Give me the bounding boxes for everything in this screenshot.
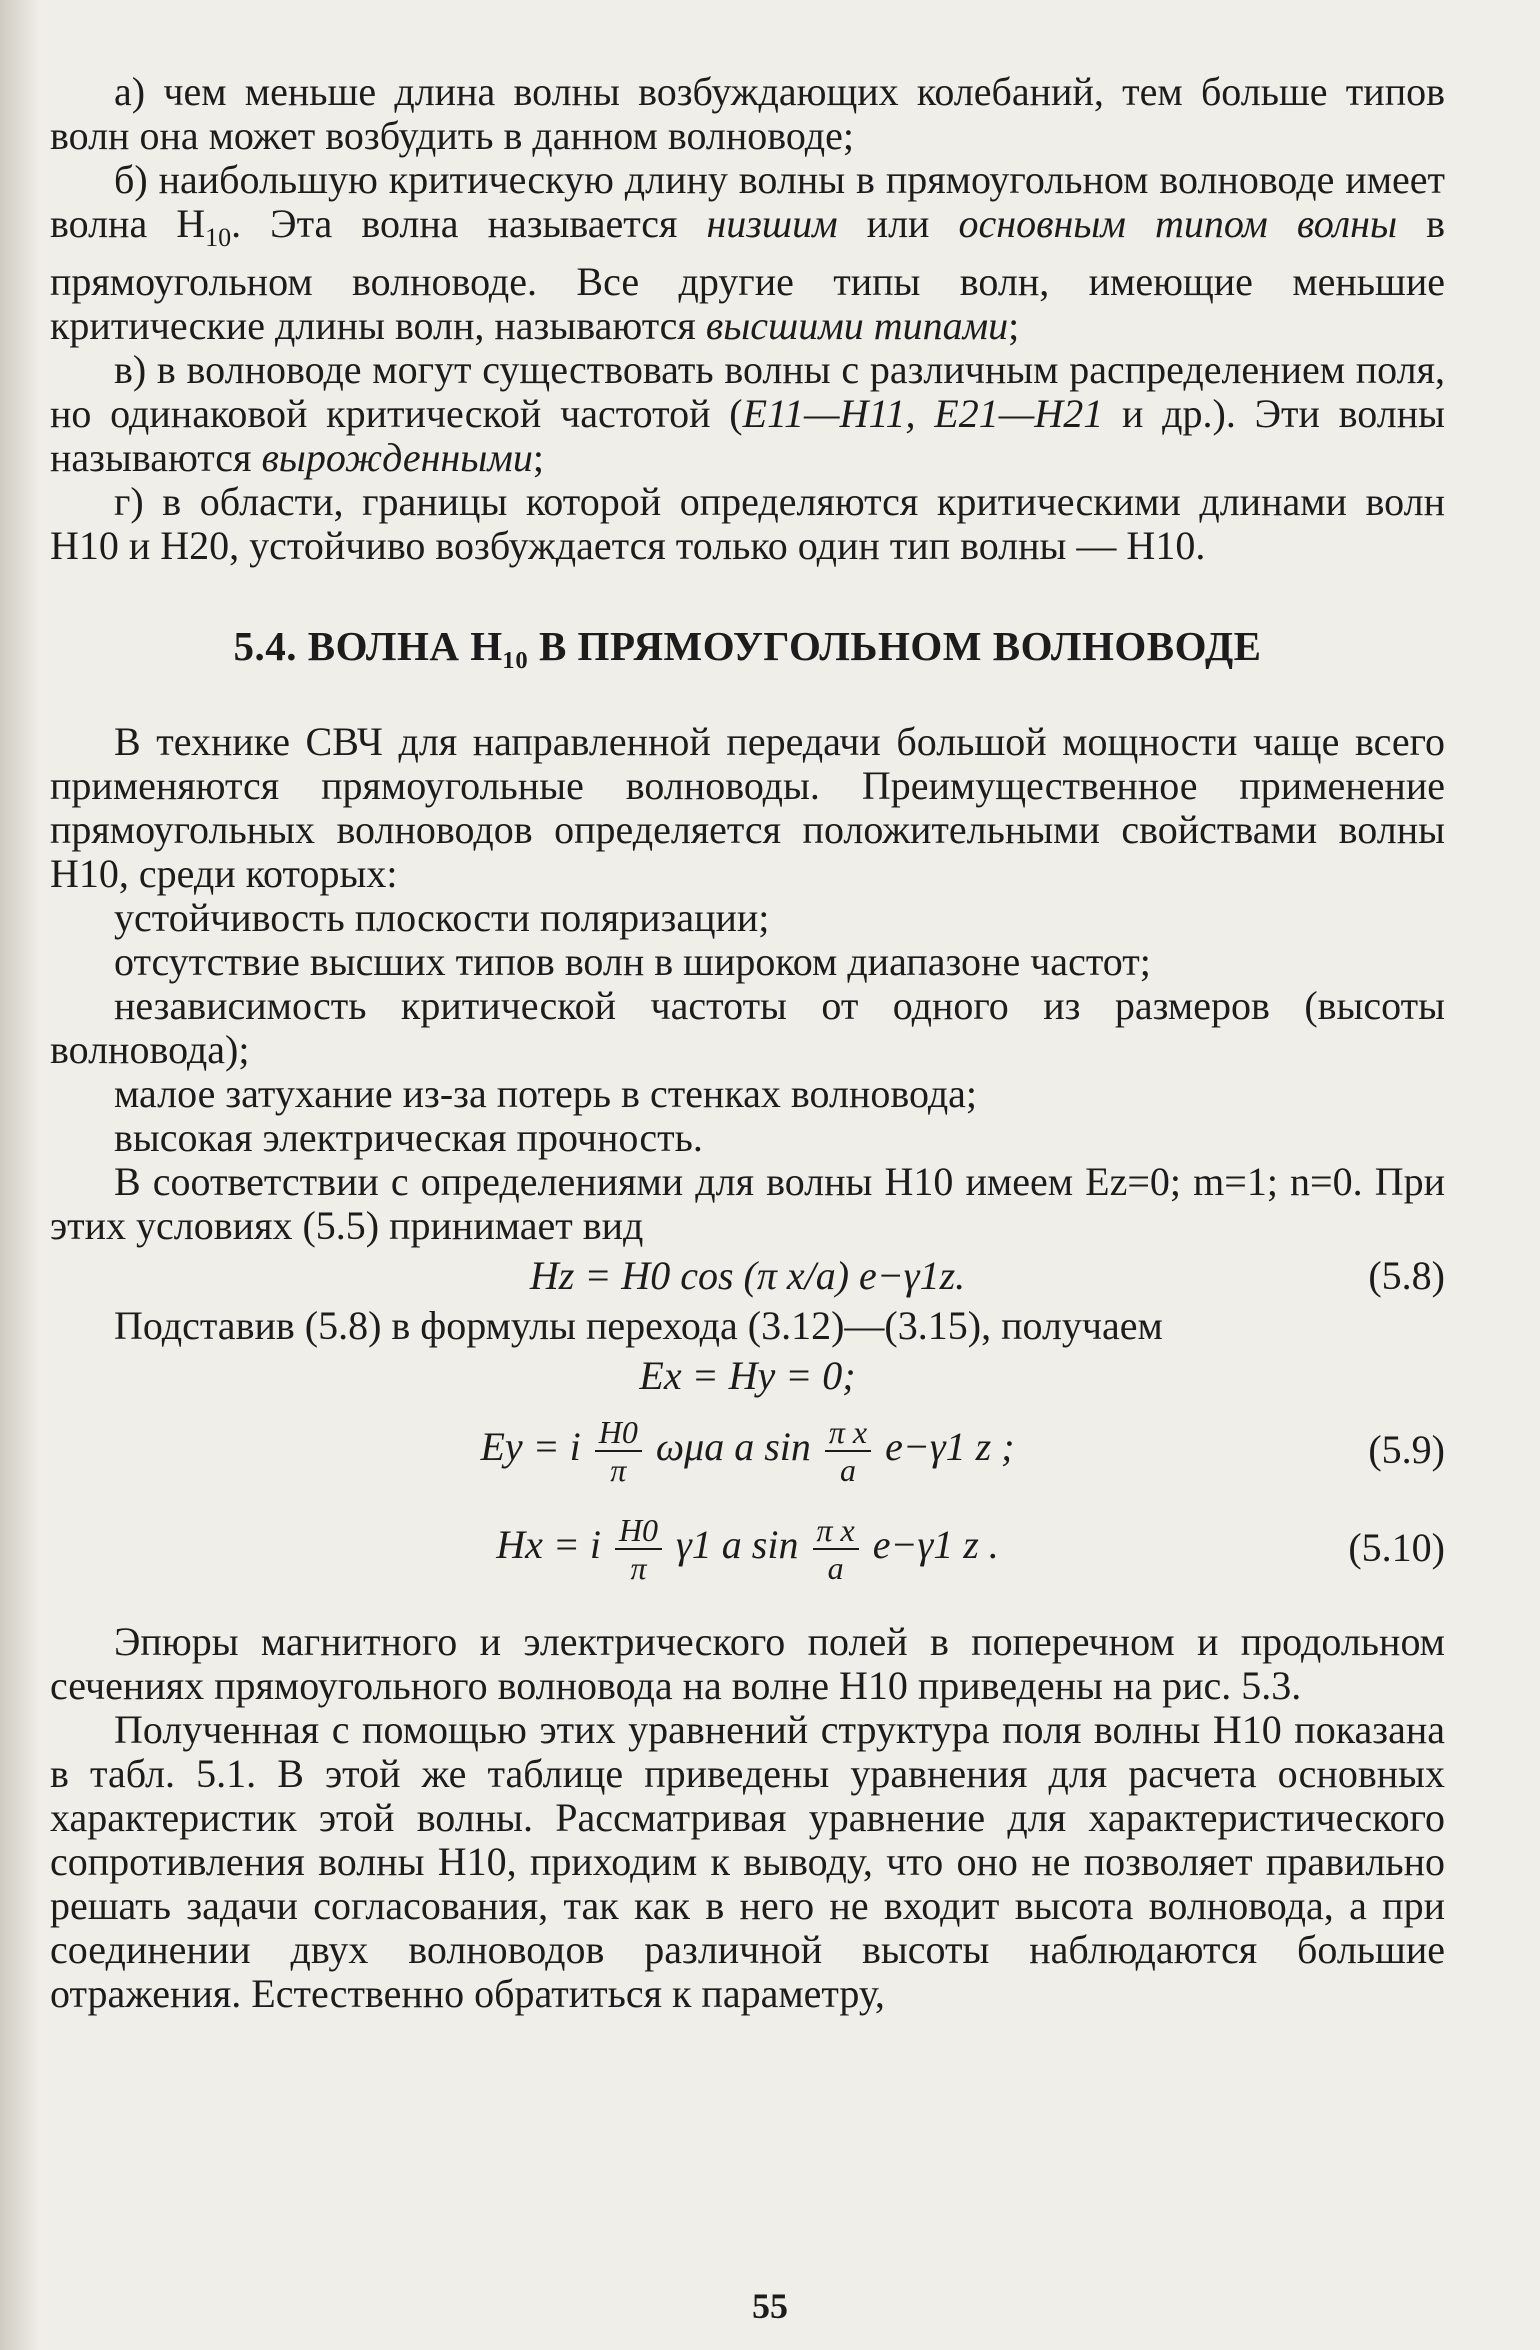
- page-number: 55: [752, 2286, 788, 2326]
- final-paragraph: Полученная с помощью этих уравнений структура поля волны H10 показана в табл. 5.1. В этой же таблице приведены уравнения для расчета основных характеристик этой волны. Рассматривая уравнение для характеристического сопротивления волны H10, приходим к выводу, что оно не позволяет правильно решать задачи согласования, так как в него не входит высота волновода, а при соединении двух волноводов различной высоты наблюдаются большие отражения. Естественно обратиться к параметру,: [50, 1707, 1445, 2016]
- equation-5-10: [50, 1502, 1445, 1594]
- property-item: отсутствие высших типов волн в широком диапазоне частот;: [114, 939, 1151, 984]
- conditions-paragraph: В соответствии с определениями для волны H10 имеем Ez=0; m=1; n=0. При этих условиях (5.5) принимает вид: [50, 1159, 1445, 1248]
- property-item: независимость критической частоты от одного из размеров (высоты волновода);: [50, 983, 1445, 1072]
- equation-ex-hy: [50, 1354, 1445, 1398]
- substitution-paragraph: Подставив (5.8) в формулы перехода (3.12)—(3.15), получаем: [114, 1303, 1163, 1348]
- page-edge-shadow: [0, 0, 40, 2350]
- section-heading: 5.4. ВОЛНА H₁₀ В ПРЯМОУГОЛЬНОМ ВОЛНОВОДЕ: [233, 623, 1262, 669]
- page-content: [50, 70, 1445, 2016]
- equation-formula: Hx = i $\frac{H0}{\pi}$ γ1 a sin $\frac{\text{π x}}{a}$ e−γ1 z .: [496, 1512, 999, 1586]
- property-item: малое затухание из-за потерь в стенках волновода;: [114, 1071, 978, 1116]
- list-item-b: б) наибольшую критическую длину волны в прямоугольном волноводе имеет волна $H_{10}$. Эта волна называется низшим или основным типом волны в прямоугольном волноводе. Все другие типы волн, имеющие меньшие критические длины волн, называются высшими типами;: [50, 157, 1446, 348]
- list-item-a: а) чем меньше длина волны возбуждающих колебаний, тем больше типов волн она может возбудить в данном волноводе;: [50, 69, 1445, 158]
- list-item-v: в) в волноводе могут существовать волны с различным распределением поля, но одинаковой критической частотой (E11—H11, E21—H21 и др.). Эти волны называются вырожденными;: [50, 347, 1445, 480]
- property-item: высокая электрическая прочность.: [114, 1115, 703, 1160]
- intro-paragraph: В технике СВЧ для направленной передачи большой мощности чаще всего применяются прямоугольные волноводы. Преимущественное применение прямоугольных волноводов определяется положительными свойствами волны H10, среди которых:: [50, 719, 1445, 896]
- equation-5-9: [50, 1404, 1445, 1496]
- equation-number: (5.9): [1368, 1427, 1445, 1472]
- equation-5-8: [50, 1254, 1445, 1298]
- equation-formula: Ey = i $\frac{H0}{\pi}$ ωμa a sin $\frac{\text{π x}}{a}$ e−γ1 z ;: [480, 1414, 1015, 1488]
- list-item-g: г) в области, границы которой определяются критическими длинами волн H10 и H20, устойчиво возбуждается только один тип волны — H10.: [50, 479, 1445, 568]
- equation-number: (5.8): [1368, 1253, 1445, 1298]
- equation-number: (5.10): [1348, 1525, 1445, 1570]
- equation-formula: Hz = H0 cos (π x/a) e−γ1z.: [529, 1253, 966, 1298]
- equation-formula: Ex = Hy = 0;: [639, 1353, 856, 1398]
- epures-paragraph: Эпюры магнитного и электрического полей в поперечном и продольном сечениях прямоугольного волновода на волне H10 приведены на рис. 5.3.: [50, 1619, 1445, 1708]
- property-item: устойчивость плоскости поляризации;: [114, 895, 770, 940]
